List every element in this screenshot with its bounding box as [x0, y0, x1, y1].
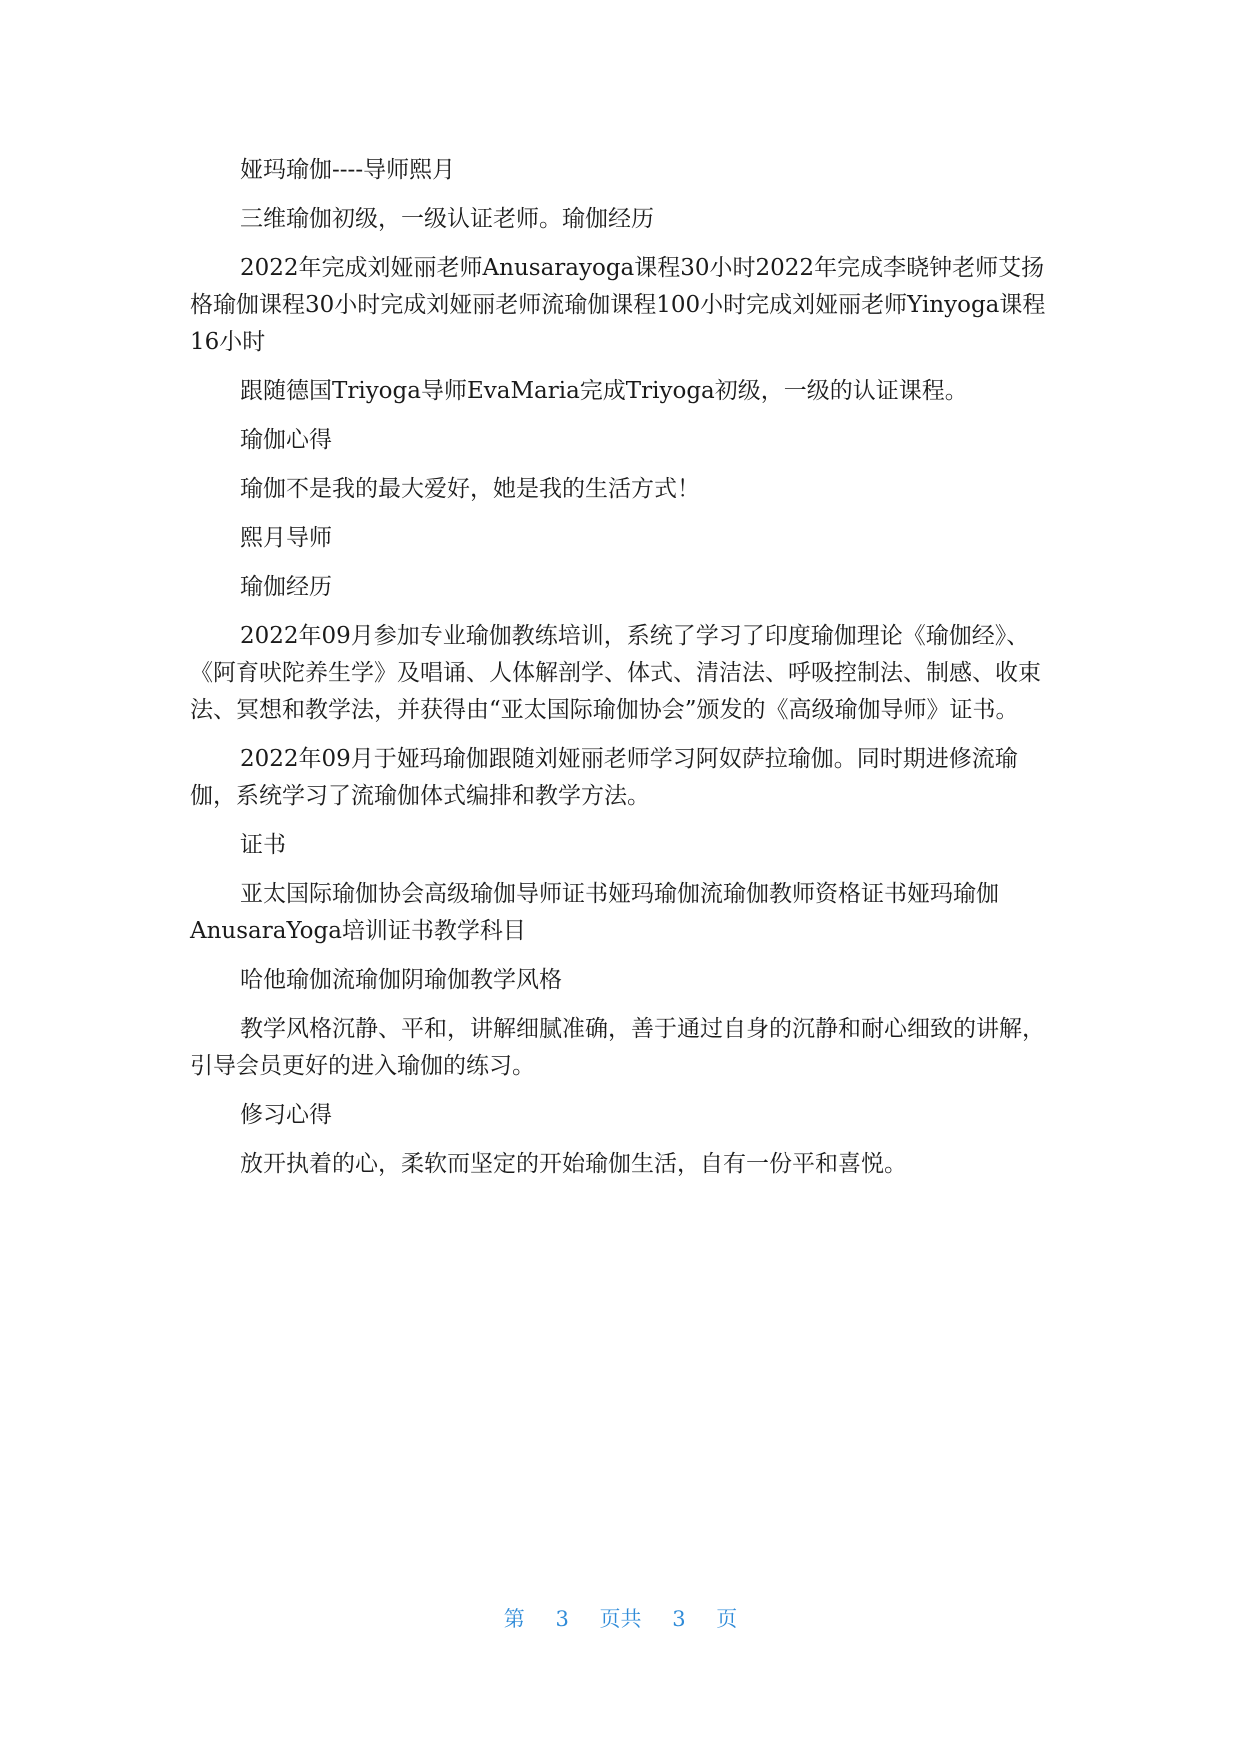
- heading-yoga-insight: 瑜伽心得: [240, 427, 332, 453]
- paragraph-title: 娅玛瑜伽----导师熙月: [240, 157, 456, 183]
- footer-prefix: 第: [503, 1607, 525, 1631]
- paragraph-practice-insight: 放开执着的心，柔软而坚定的开始瑜伽生活，自有一份平和喜悦。: [240, 1151, 907, 1177]
- paragraph-teaching-subjects: 哈他瑜伽流瑜伽阴瑜伽教学风格: [240, 967, 562, 993]
- heading-practice-insight: 修习心得: [240, 1102, 332, 1128]
- document-body: [190, 152, 1046, 1195]
- paragraph-anusara: 2022年09月于娅玛瑜伽跟随刘娅丽老师学习阿奴萨拉瑜伽。同时期进修流瑜伽，系统学习了流瑜伽体式编排和教学方法。: [190, 746, 1018, 809]
- paragraph-certificates: 亚太国际瑜伽协会高级瑜伽导师证书娅玛瑜伽流瑜伽教师资格证书娅玛瑜伽AnusaraYoga培训证书教学科目: [190, 881, 999, 944]
- footer-suffix: 页: [716, 1607, 738, 1631]
- page-footer: [0, 1603, 1241, 1633]
- paragraph-qualification: 三维瑜伽初级，一级认证老师。瑜伽经历: [240, 206, 654, 232]
- paragraph-courses: 2022年完成刘娅丽老师Anusarayoga课程30小时2022年完成李晓钟老师艾扬格瑜伽课程30小时完成刘娅丽老师流瑜伽课程100小时完成刘娅丽老师Yinyoga课程16小时: [190, 255, 1046, 355]
- footer-middle: 页共: [599, 1607, 642, 1631]
- paragraph-training: 2022年09月参加专业瑜伽教练培训，系统了学习了印度瑜伽理论《瑜伽经》、《阿育吠陀养生学》及唱诵、人体解剖学、体式、清洁法、呼吸控制法、制感、收束法、冥想和教学法，并获得由“亚太国际瑜伽协会”颁发的《高级瑜伽导师》证书。: [190, 623, 1041, 723]
- footer-total-pages: 3: [672, 1607, 686, 1631]
- heading-instructor: 熙月导师: [240, 525, 332, 551]
- paragraph-triyoga: 跟随德国Triyoga导师EvaMaria完成Triyoga初级，一级的认证课程。: [240, 378, 968, 404]
- paragraph-lifestyle: 瑜伽不是我的最大爱好，她是我的生活方式！: [240, 476, 700, 502]
- footer-current-page: 3: [555, 1607, 569, 1631]
- heading-yoga-experience: 瑜伽经历: [240, 574, 332, 600]
- paragraph-teaching-style: 教学风格沉静、平和，讲解细腻准确，善于通过自身的沉静和耐心细致的讲解，引导会员更好的进入瑜伽的练习。: [190, 1016, 1045, 1079]
- heading-certificates: 证书: [240, 832, 286, 858]
